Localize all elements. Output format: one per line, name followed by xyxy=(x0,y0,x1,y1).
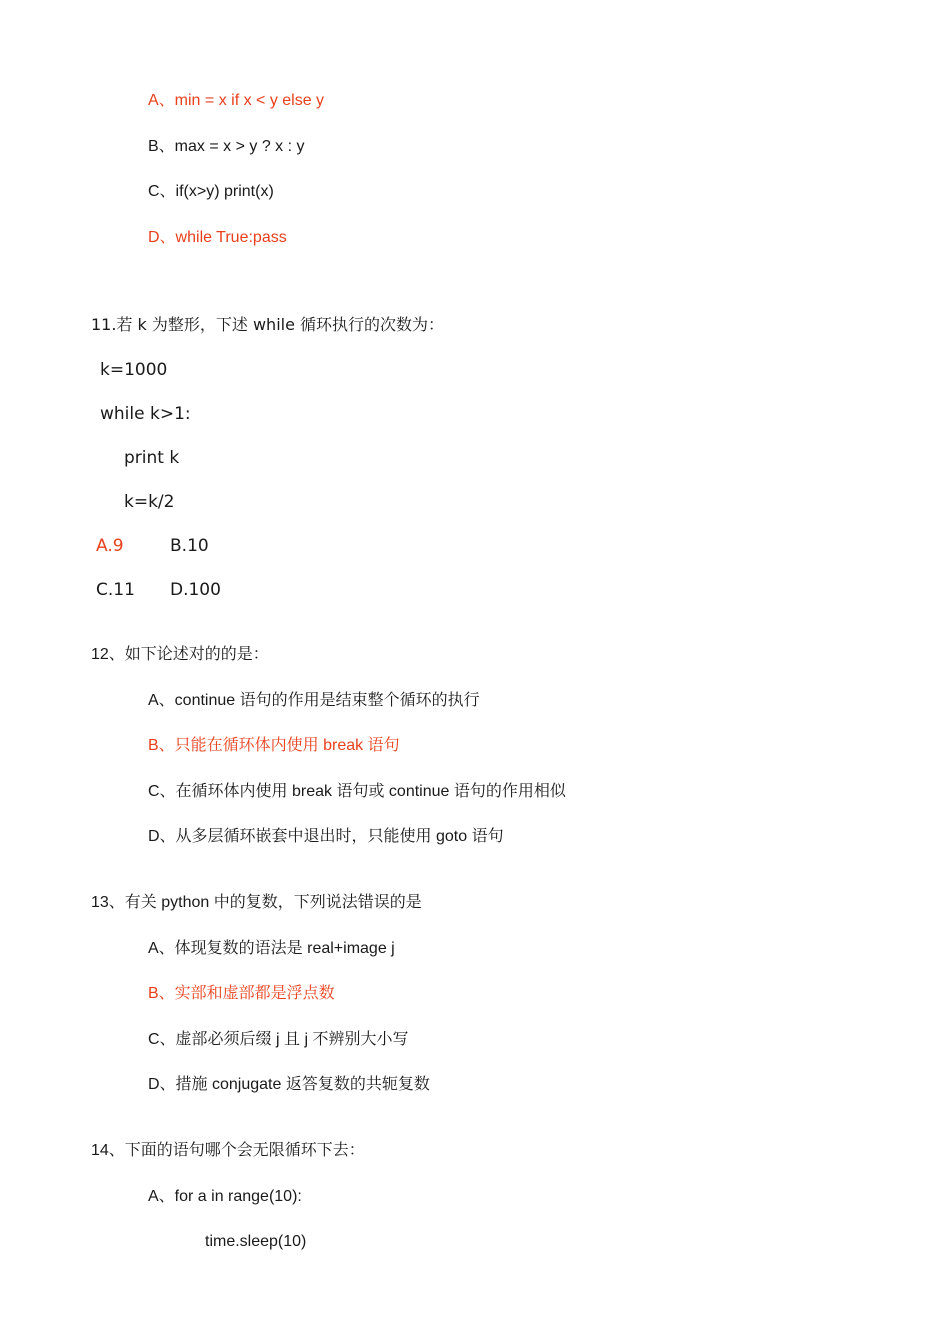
q11-option-c: C.11 xyxy=(96,580,135,600)
q13-option-a: A、体现复数的语法是 real+image j xyxy=(148,940,395,957)
q11-option-a: A.9 xyxy=(96,536,124,556)
q13-option-d: D、措施 conjugate 返答复数的共轭复数 xyxy=(148,1076,430,1093)
q11-code-line-2: while k>1: xyxy=(100,404,191,424)
q13-question: 13、有关 python 中的复数，下列说法错误的是 xyxy=(91,894,422,911)
q14-option-a: A、for a in range(10): xyxy=(148,1188,302,1205)
q13-option-c: C、虚部必须后缀 j 且 j 不辨别大小写 xyxy=(148,1031,409,1048)
q12-question: 12、如下论述对的的是： xyxy=(91,646,269,663)
q12-option-a: A、continue 语句的作用是结束整个循环的执行 xyxy=(148,692,480,709)
q12-option-c: C、在循环体内使用 break 语句或 continue 语句的作用相似 xyxy=(148,783,566,800)
q10-option-b: B、max = x > y ? x : y xyxy=(148,138,305,155)
q11-question: 11.若 k 为整形，下述 while 循环执行的次数为： xyxy=(91,315,445,334)
q11-code-line-3: print k xyxy=(124,448,180,468)
q11-code-line-1: k=1000 xyxy=(100,360,168,380)
q14-option-a-body: time.sleep(10) xyxy=(205,1233,307,1250)
q11-code-line-4: k=k/2 xyxy=(124,492,175,512)
q14-question: 14、下面的语句哪个会无限循环下去： xyxy=(91,1142,365,1159)
q10-option-d: D、while True:pass xyxy=(148,229,287,246)
q10-option-a: A、min = x if x < y else y xyxy=(148,92,325,109)
q10-option-c: C、if(x>y) print(x) xyxy=(148,183,274,200)
q12-option-b: B、只能在循环体内使用 break 语句 xyxy=(148,737,400,754)
q11-option-d: D.100 xyxy=(170,580,221,600)
q11-option-b: B.10 xyxy=(170,536,209,556)
q12-option-d: D、从多层循环嵌套中退出时，只能使用 goto 语句 xyxy=(148,828,504,845)
q13-option-b: B、实部和虚部都是浮点数 xyxy=(148,985,335,1002)
